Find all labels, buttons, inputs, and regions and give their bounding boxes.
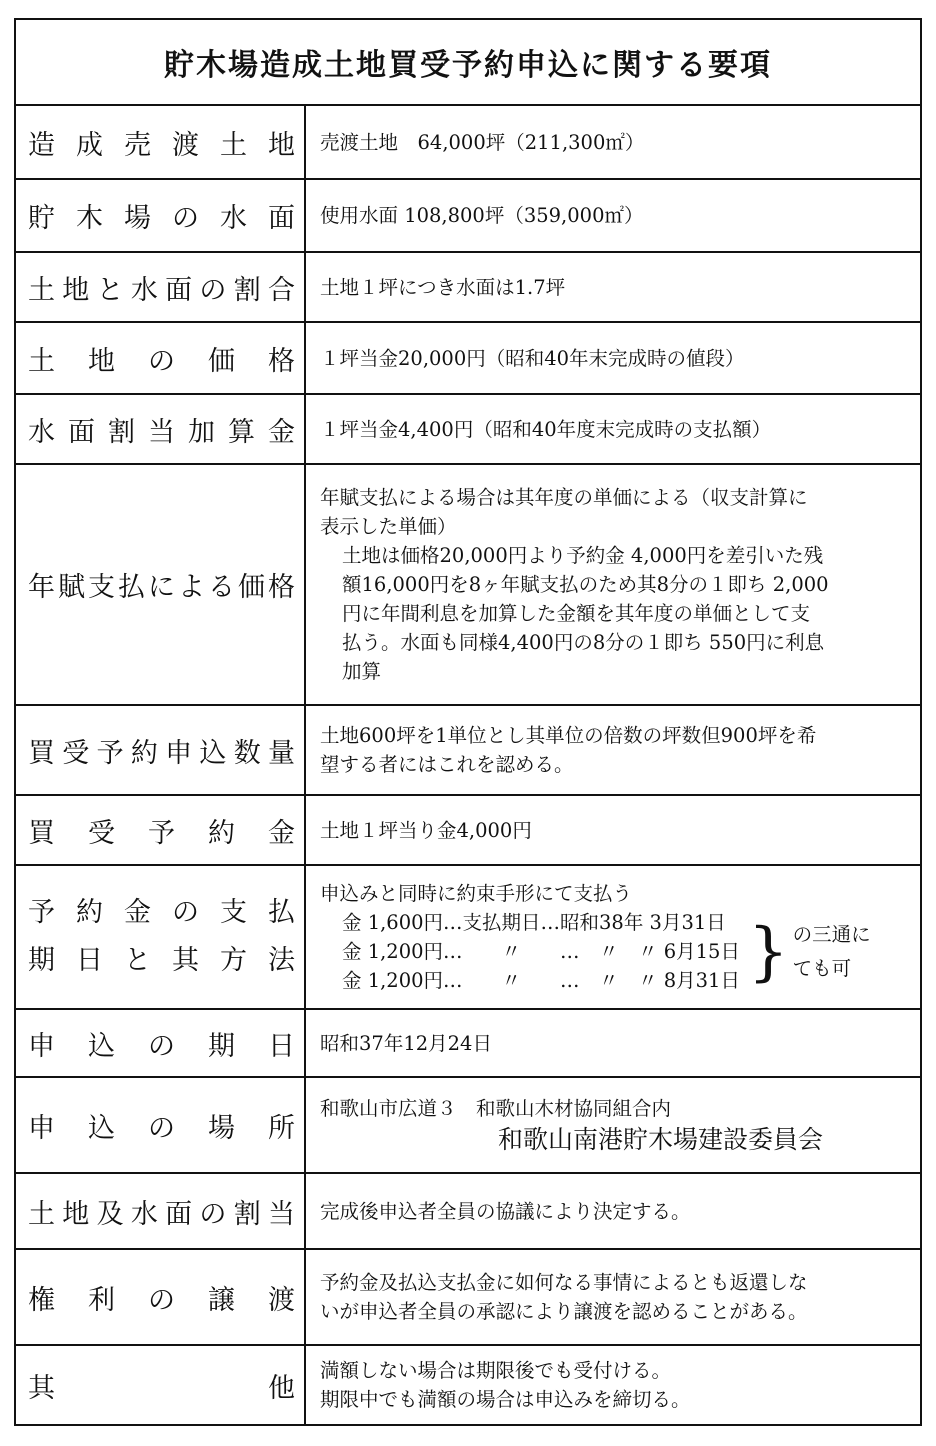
row-label: 予約金の支払 [28, 897, 296, 928]
row-label: 土地と水面の割合 [28, 274, 296, 306]
row-label: 土地の価格 [28, 345, 296, 377]
row-label: 申込の場所 [28, 1112, 296, 1144]
table-row [16, 106, 920, 180]
row-value-line: 期限中でも満額の場合は申込みを締切る。 [320, 1388, 691, 1411]
table-row [16, 253, 920, 323]
row-label: 権利の譲渡 [28, 1284, 296, 1316]
table-row [16, 323, 920, 395]
page-title: 貯木場造成土地買受予約申込に関する要項 [16, 20, 920, 106]
row-label: 水面割当加算金 [28, 416, 296, 448]
row-value: 昭和37年12月24日 [320, 1031, 492, 1055]
row-value: 完成後申込者全員の協議により決定する。 [320, 1199, 691, 1223]
row-label: 其他 [28, 1372, 296, 1404]
table-row [16, 866, 920, 1010]
payment-intro: 申込みと同時に約束手形にて支払う [320, 882, 633, 905]
table-row [16, 796, 920, 866]
row-value-line: 予約金及払込支払金に如何なる事情によるとも返還しな [320, 1271, 808, 1294]
table-row [16, 180, 920, 253]
brace-symbol: } [747, 914, 789, 989]
table-row [16, 1174, 920, 1250]
row-label: 土地及水面の割当 [28, 1198, 296, 1230]
row-value: 売渡土地 64,000坪（211,300㎡） [320, 130, 645, 154]
row-value-line: 土地は価格20,000円より予約金 4,000円を差引いた残 [342, 544, 824, 567]
row-value-line: いが申込者全員の承認により譲渡を認めることがある。 [320, 1300, 808, 1323]
row-label: 貯木場の水面 [28, 203, 296, 234]
requirements-table [14, 18, 922, 1426]
table-row [16, 1346, 920, 1424]
row-value-line: 払う。水面も同様4,400円の8分の１即ち 550円に利息 [342, 631, 825, 654]
table-row [16, 395, 920, 465]
table-row [16, 706, 920, 796]
schedule-line: 金 1,600円…支払期日…昭和38年 3月31日 [342, 911, 726, 934]
brace-note: の三通に [792, 922, 871, 946]
schedule-line: 金 1,200円… 〃 … 〃 〃 6月15日 [342, 940, 740, 963]
table-row [16, 465, 920, 706]
row-label: 造成売渡土地 [28, 129, 296, 161]
row-value-line: 表示した単価） [320, 515, 457, 538]
row-value-line: 望する者にはこれを認める。 [320, 753, 574, 776]
row-label: 買受予約申込数量 [28, 737, 296, 769]
payment-schedule [320, 908, 912, 995]
row-label: 年賦支払による価格 [28, 572, 296, 603]
row-value-line: 年賦支払による場合は其年度の単価による（収支計算に [320, 486, 808, 509]
committee-name: 和歌山南港貯木場建設委員会 [498, 1124, 824, 1154]
row-value: 和歌山市広道３ 和歌山木材協同組合内 [320, 1096, 672, 1120]
row-value: 土地１坪当り金4,000円 [320, 818, 532, 842]
row-value: 土地１坪につき水面は1.7坪 [320, 275, 566, 299]
row-value-line: 額16,000円を8ヶ年賦支払のため其8分の１即ち 2,000 [342, 573, 829, 596]
row-label: 申込の期日 [28, 1030, 296, 1062]
row-value: １坪当金20,000円（昭和40年末完成時の値段） [320, 346, 745, 370]
row-label: 期日と其方法 [28, 945, 296, 976]
table-row [16, 1078, 920, 1174]
brace-note: ても可 [792, 956, 852, 980]
row-label: 買受予約金 [28, 817, 296, 849]
row-value-line: 土地600坪を1単位とし其単位の倍数の坪数但900坪を希 [320, 724, 817, 747]
row-value: １坪当金4,400円（昭和40年度末完成時の支払額） [320, 417, 772, 441]
row-value-line: 加算 [342, 660, 382, 683]
table-row [16, 1010, 920, 1078]
schedule-line: 金 1,200円… 〃 … 〃 〃 8月31日 [342, 969, 740, 992]
row-value-line: 満額しない場合は期限後でも受付ける。 [320, 1359, 672, 1382]
row-value-line: 円に年間利息を加算した金額を其年度の単価として支 [342, 602, 811, 625]
table-row [16, 1250, 920, 1346]
row-value: 使用水面 108,800坪（359,000㎡） [320, 204, 644, 227]
